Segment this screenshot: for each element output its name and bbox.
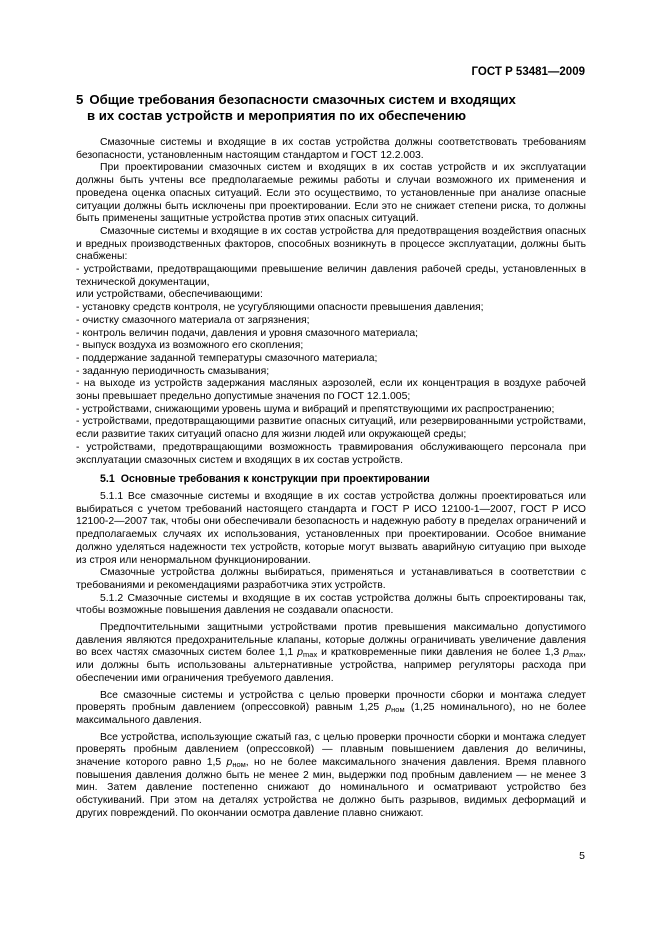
- paragraph: При проектировании смазочных систем и входящих в их состав устройств и их эксплуатации должны быть учтены все предполагаемые режимы работы и случаи возможного их применения и проведена оценка опасных ситуаций. Если это осуществимо, то установленные при анализе опасные ситуации должны быть исключены при проектировании. Если это не снижает степени риска, то должны быть применены защитные устройства против этих опасных ситуаций.: [76, 162, 586, 225]
- list-item: - устройствами, предотвращающими превышение величин давления рабочей среды, установленных в технической документации,: [76, 264, 586, 288]
- paragraph-with-formula: Все устройства, использующие сжатый газ, с целью проверки прочности сборки и монтажа следует проверять пробным давлением (опрессовкой) — плавным повышением давления до величины, значение которого равно 1,5 $p_{ном}$, но не более максимального значения давления. Время плавного повышения давления должно быть не менее 2 мин, выдержки под пробным давлением — не менее 3 мин. Затем давление постепенно снижают до номинального и осматривают устройство без обстукиваний. При этом на деталях устройства не должно быть разрывов, видимых деформаций и других повреждений. По окончании осмотра давление плавно снижают.: [76, 731, 586, 819]
- list-item: - на выходе из устройств задержания масляных аэрозолей, если их концентрация в воздухе рабочей зоны превышает предельно допустимые значения по ГОСТ 12.1.005;: [76, 378, 586, 403]
- list-item: - очистку смазочного материала от загрязнения;: [76, 314, 310, 326]
- paragraph: Смазочные системы и входящие в их состав устройства должны соответствовать требованиям безопасности, установленным настоящим стандартом и ГОСТ 12.2.003.: [76, 137, 586, 161]
- section-5-heading: [76, 92, 586, 123]
- document-id-header: ГОСТ Р 53481—2009: [471, 66, 585, 78]
- section-5-1-title: Основные требования к конструкции при проектировании: [120, 473, 430, 486]
- page-number: 5: [579, 850, 585, 862]
- list-item: - установку средств контроля, не усугубляющими опасности превышения давления;: [76, 302, 484, 314]
- section-5-number: 5: [76, 92, 84, 107]
- list-item: - контроль величин подачи, давления и уровня смазочного материала;: [76, 327, 418, 339]
- paragraph-with-formula: Все смазочные системы и устройства с целью проверки прочности сборки и монтажа следует проверять пробным давлением (опрессовкой) равным 1,25 $p_{ном}$ (1,25 номинального), но не более максимального давления.: [76, 689, 587, 726]
- section-5-1-number: 5.1: [100, 473, 115, 486]
- paragraph-with-formula: Предпочтительными защитными устройствами против превышения максимально допустимого давления являются предохранительные клапаны, которые должны ограничивать увеличение давления во всех частях смазочных систем более 1,1 $p_{max}$ и кратковременные пики давления не более 1,3 $p_{max}$, или должны быть использованы альтернативные устройства, например регуляторы расхода при обеспечении ими ограничения требуемого давления.: [76, 622, 586, 684]
- paragraph: Смазочные устройства должны выбираться, применяться и устанавливаться в соответствии с требованиями и рекомендациями разработчика этих устройств.: [76, 567, 586, 591]
- page-content: [76, 92, 586, 821]
- section-5-title-line1: Общие требования безопасности смазочных систем и входящих: [89, 92, 516, 107]
- section-5-title-line2: в их состав устройств и мероприятия по их обеспечению: [87, 107, 467, 123]
- paragraph: Смазочные системы и входящие в их состав устройства для предотвращения воздействия опасных и вредных производственных факторов, способных возникнуть в процессе эксплуатации, должны быть снабжены:: [76, 225, 586, 263]
- paragraph: 5.1.1 Все смазочные системы и входящие в их состав устройства должны проектироваться или выбираться с учетом требований настоящего стандарта и ГОСТ Р ИСО 12100-1—2007, ГОСТ Р ИСО 12100-2—2007 так, чтобы они обеспечивали безопасность и надежную работу в пределах ограничений и предполагаемых случаях их использования, установленных при проектировании. Особое внимание должно уделяться надежности тех устройств, которые могут вызвать аварийную ситуацию при выходе из строя или ненормальном функционировании.: [76, 490, 586, 566]
- list-item: - устройствами, предотвращающими возможность травмирования обслуживающего персонала при эксплуатации смазочных систем и входящих в их состав устройств.: [76, 441, 586, 466]
- list-item: - заданную периодичность смазывания;: [76, 365, 270, 377]
- list-item: - устройствами, предотвращающими развитие опасных ситуаций, или резервированными устройствами, если развитие таких ситуаций опасно для жизни людей или окружающей среды;: [76, 416, 586, 441]
- section-5-1-heading: [100, 473, 586, 486]
- paragraph: 5.1.2 Смазочные системы и входящие в их состав устройства должны быть спроектированы так, чтобы возможные повышения давления не создавали опасности.: [76, 592, 586, 617]
- list-item: - устройствами, снижающими уровень шума и вибраций и препятствующими их распространению;: [76, 403, 555, 415]
- list-item: - выпуск воздуха из возможного его скопления;: [76, 340, 304, 352]
- list-item: - поддержание заданной температуры смазочного материала;: [76, 352, 378, 364]
- or-line: или устройствами, обеспечивающими:: [76, 289, 263, 301]
